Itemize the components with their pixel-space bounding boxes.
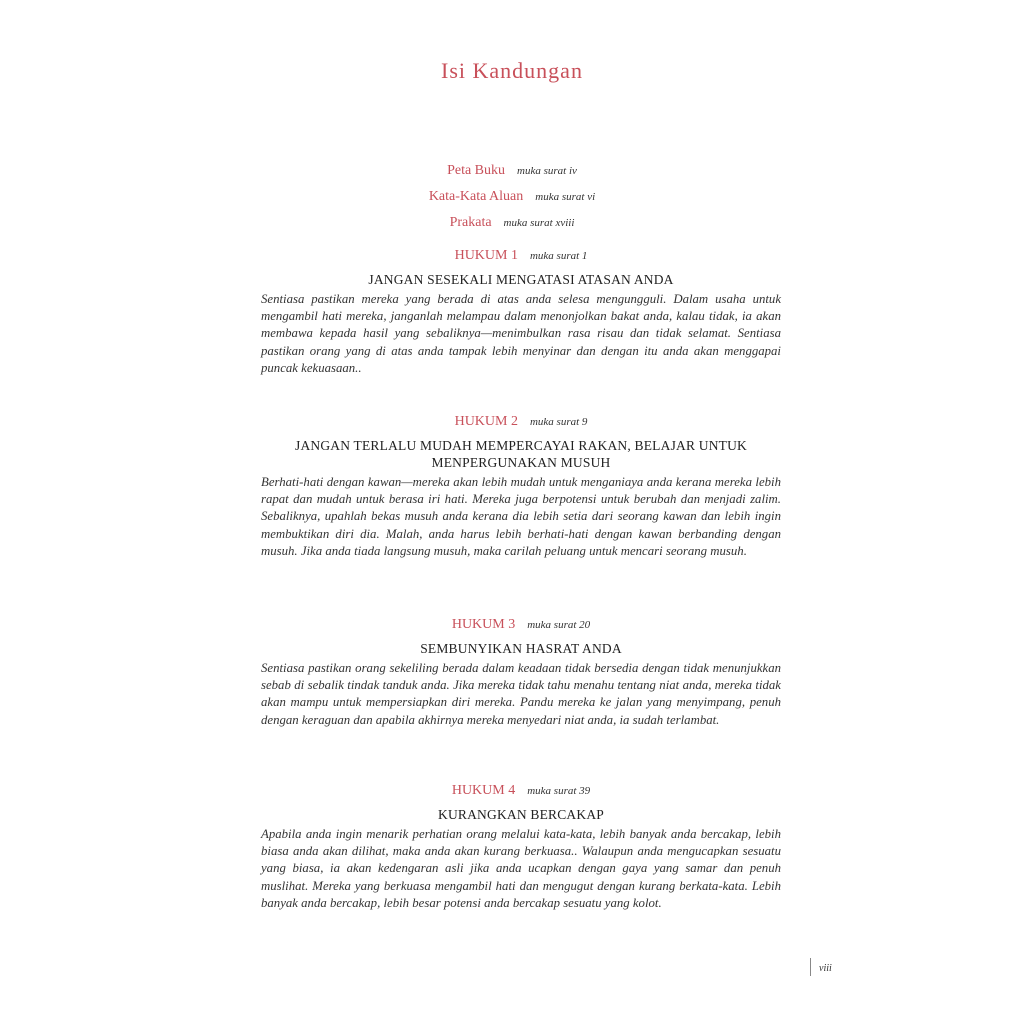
law-section-3 bbox=[261, 614, 781, 729]
law-label: HUKUM 3 bbox=[451, 617, 516, 632]
law-title: SEMBUNYIKAN HASRAT ANDA bbox=[420, 641, 622, 656]
law-summary: Sentiasa pastikan mereka yang berada di atas anda selesa mengungguli. Dalam usaha untuk mengambil hati mereka, janganlah melampau dalam menonjolkan bakat anda, kalau tidak, ia akan membawa kepada hasil yang sebaliknya—menimbulkan rasa risau dan tidak selamat. Sentiasa pastikan orang yang di atas anda tampak lebih menyinar dan dengan itu anda akan menggapai puncak kekuasaan.. bbox=[261, 292, 781, 375]
page-number: viii bbox=[819, 963, 832, 974]
law-heading bbox=[261, 411, 781, 433]
law-title: JANGAN TERLALU MUDAH MEMPERCAYAI RAKAN, BELAJAR UNTUK MENPERGUNAKAN MUSUH bbox=[295, 438, 747, 470]
law-title: JANGAN SESEKALI MENGATASI ATASAN ANDA bbox=[368, 272, 674, 287]
toc-entry-label: Peta Buku bbox=[447, 163, 506, 178]
law-page: muka surat 9 bbox=[529, 416, 588, 428]
law-page: muka surat 39 bbox=[527, 785, 591, 797]
law-label: HUKUM 1 bbox=[454, 248, 518, 263]
law-summary: Apabila anda ingin menarik perhatian orang melalui kata-kata, lebih banyak anda bercakap, lebih biasa anda akan dilihat, maka anda akan kurang berkuasa.. Walaupun anda mengucapkan sesuatu yang biasa, ia akan kedengaran asli jika anda ucapkan dengan gaya yang samar dan penuh muslihat. Mereka yang berkuasa mengambil hati dan mengugut dengan kurang berkata-kata. Lebih banyak anda bercakap, lebih besar potensi anda bercakap sesuatu yang kolot. bbox=[261, 827, 781, 910]
law-heading bbox=[261, 780, 781, 802]
toc-entry-label: Prakata bbox=[449, 215, 492, 230]
toc-entry-page: muka surat xviii bbox=[503, 217, 575, 229]
law-label: HUKUM 4 bbox=[451, 783, 516, 798]
law-page: muka surat 1 bbox=[529, 250, 588, 262]
law-section-1 bbox=[261, 245, 781, 377]
law-heading bbox=[261, 614, 781, 636]
toc-entry-kata-kata-aluan bbox=[0, 186, 1024, 212]
law-label: HUKUM 2 bbox=[454, 414, 518, 429]
toc-entry-peta-buku bbox=[0, 160, 1024, 186]
law-page: muka surat 20 bbox=[527, 619, 591, 631]
toc-entry-prakata bbox=[0, 212, 1024, 238]
law-section-2 bbox=[261, 411, 781, 560]
law-summary: Sentiasa pastikan orang sekeliling berada dalam keadaan tidak bersedia dengan tidak menunjukkan sebab di sebalik tindak tanduk anda. Jika mereka tidak tahu menahu tentang niat anda, mereka tidak akan mampu untuk mempersiapkan diri mereka. Pandu mereka ke jalan yang menyimpang, penuh dengan keraguan dan apabila akhirnya mereka menyedari niat anda, ia sudah terlambat. bbox=[261, 661, 781, 727]
law-heading bbox=[261, 245, 781, 267]
page-number-marker bbox=[810, 958, 832, 976]
toc-entry-label: Kata-Kata Aluan bbox=[428, 189, 524, 204]
toc-entry-page: muka surat iv bbox=[517, 165, 577, 177]
law-title: KURANGKAN BERCAKAP bbox=[438, 807, 604, 822]
law-summary: Berhati-hati dengan kawan—mereka akan lebih mudah untuk menganiaya anda kerana mereka lebih rapat dan mudah untuk berasa iri hati. Mereka juga berpotensi untuk berubah dan menjadi zalim. Sebaliknya, upahlah bekas musuh anda kerana dia lebih setia dari seorang kawan dan lebih ingin membuktikan diri dia. Malah, anda harus lebih berhati-hati dengan kawan berbanding dengan musuh. Jika anda tiada langsung musuh, maka carilah peluang untuk mencari seorang musuh. bbox=[261, 475, 781, 558]
front-matter-list bbox=[0, 160, 1024, 238]
toc-entry-page: muka surat vi bbox=[535, 191, 596, 203]
law-section-4 bbox=[261, 780, 781, 912]
page-title: Isi Kandungan bbox=[441, 58, 583, 83]
